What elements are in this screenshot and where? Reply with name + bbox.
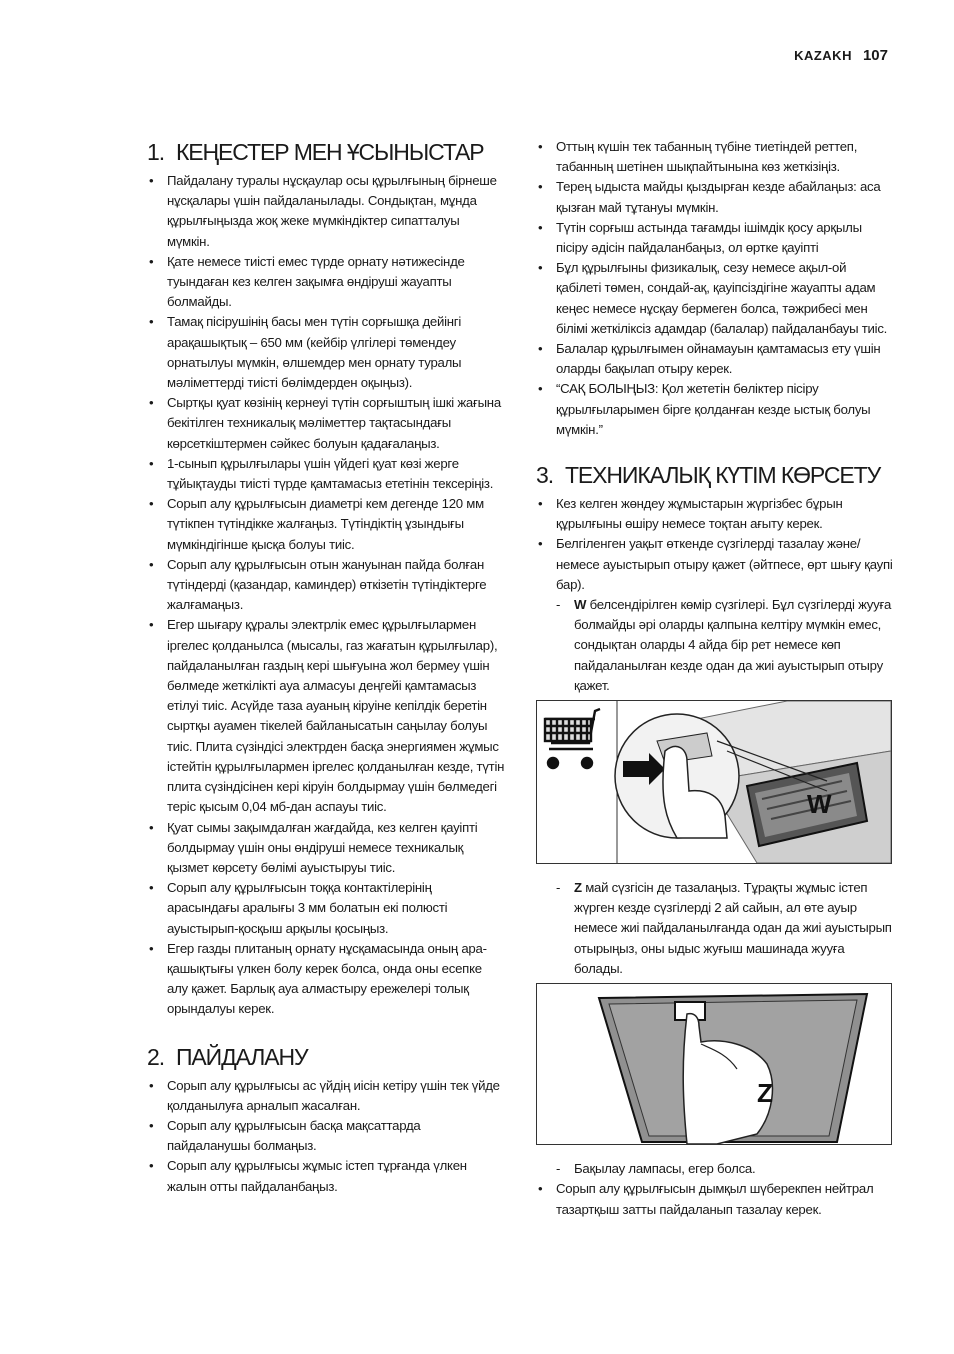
list-item: • Сорып алу құрылғысын басқа мақсаттарда пайдаланушы болмаңыз. xyxy=(147,1116,505,1156)
list-item: • Балалар құрылғымен ойнамауын қамтамасыз ету үшін оларды бақылап отыру керек. xyxy=(536,339,894,379)
list-item: • Қуат сымы зақымдалған жағдайда, кез келген қауіпті болдырмау үшін оны өндіруші немесе техникалық қызмет көрсету бөлімі ауыстыруы тиіс. xyxy=(147,818,505,879)
list-item: • Пайдалану туралы нұсқаулар осы құрылғының бірнеше нұсқалары үшін пайдаланылады. Сондықтан, мұнда құрылғыңызда жоқ жеке мүмкіндіктер сипатталуы мүмкін. xyxy=(147,171,505,252)
section-3-list-end xyxy=(536,1179,894,1219)
charcoal-filter-illustration xyxy=(536,700,892,864)
shopping-cart-icon xyxy=(545,709,600,768)
list-item: • Кез келген жөндеу жұмыстарын жүргізбес бұрын құрылғыны өшіру немесе тоқтан ағыту керек. xyxy=(536,494,894,534)
page-number: 107 xyxy=(862,47,888,64)
list-item: • Сорып алу құрылғысын тоққа контактілерінің арасындағы аралығы 3 мм болатын екі полюсті ауыстырып-қосқыш арқылы қосыңыз. xyxy=(147,878,505,939)
section-3-list xyxy=(536,494,894,696)
list-item: • Сыртқы қуат көзінің кернеуі түтін сорғыштың ішкі жағына бекітілген техникалық мәліметтер тақтасындағы көрсеткіштермен сәйкес болуын қадағалаңыз. xyxy=(147,393,505,454)
list-item: • Сорып алу құрылғысын дымқыл шүберекпен нейтрал тазартқыш затты пайдаланып тазалау керек. xyxy=(536,1179,894,1219)
filter-label-w: W xyxy=(807,789,832,820)
list-item: • Сорып алу құрылғысы ас үйдің иісін кетіру үшін тек үйде қолданылуға арналып жасалған. xyxy=(147,1076,505,1116)
sub-item-z: - Z май сүзгісін де тазалаңыз. Тұрақты жұмыс істеп жүрген кезде сүзгілерді 2 ай сайын, ал өте ауыр немесе жиі пайдаланылғанда одан да жиі ауыстырып отырыңыз, оны ыдыс жуғыш машинада жууға болады. xyxy=(536,878,894,979)
list-item: • Сорып алу құрылғысын отын жануынан пайда болған түтіндерді (қазандар, каминдер) өткізетін түтіндіктерге жалғамаңыз. xyxy=(147,555,505,616)
page-header xyxy=(794,47,888,64)
charcoal-filter-drawing xyxy=(537,701,891,863)
sub-item-lamp: - Бақылау лампасы, егер болса. xyxy=(536,1159,894,1179)
section-3-heading: 3. ТЕХНИКАЛЫҚ КҮТІМ КӨРСЕТУ xyxy=(536,462,881,489)
section-2-heading: 2. ПАЙДАЛАНУ xyxy=(147,1043,308,1070)
sub-list-w xyxy=(536,595,894,696)
list-item: • Сорып алу құрылғысын диаметрі кем дегенде 120 мм түтікпен түтіндікке жалғаңыз. Түтіндіктің ұзындығы мүмкіндігінше қысқа болуы тиіс. xyxy=(147,494,505,555)
list-item: • Тамақ пісірушінің басы мен түтін сорғышқа дейінгі арақашықтық – 650 мм (кейбір үлгілері төмендеу орнатылуы мүмкін, өлшемдер мен орнату туралы мәліметтерді тиісті бөлімдерден оқыңыз). xyxy=(147,312,505,393)
list-item: • Терең ыдыста майды қыздырған кезде абайлаңыз: аса қызған май тұтануы мүмкін. xyxy=(536,177,894,217)
section-1-list xyxy=(147,171,505,1020)
filter-label-z: Z xyxy=(757,1078,773,1109)
list-item: • Оттың күшін тек табанның түбіне тиетіндей реттеп, табанның шетінен шықпайтынына көз жеткізіңіз. xyxy=(536,137,894,177)
sub-list-z xyxy=(536,878,894,979)
grease-filter-illustration xyxy=(536,983,892,1145)
list-item: • Қате немесе тиісті емес түрде орнату нәтижесінде туындаған кез келген зақымға өндіруші жауапты болмайды. xyxy=(147,252,505,313)
list-item: • Бұл құрылғыны физикалық, сезу немесе ақыл-ой қабілеті төмен, сондай-ақ, қауіпсіздігіне жауапты адам кеңес немесе нұсқау бермеген болса, тәжрибесі мен білімі жеткіліксіз адамдар (балалар) пайдаланбауы тиіс. xyxy=(536,258,894,339)
section-2-list xyxy=(147,1076,505,1197)
left-column xyxy=(147,137,505,1197)
list-item: • “САҚ БОЛЫҢЫЗ: Қол жететін бөліктер пісіру құрылғыларымен бірге қолданған кезде ыстық болуы мүмкін.” xyxy=(536,379,894,440)
list-item: • Белгіленген уақыт өткенде сүзгілерді тазалау және/немесе ауыстырып отыру қажет (әйтпесе, өрт шығу қаупі бар). - W белсендірілген көмір сүзгілері. Бұл сүзгілерді жууға болмайды әрі оларды қалпына келтіру мүмкін емес, сондықтан оларды 4 айда бір рет немесе көп пайдаланылған кезде одан да жиі ауыстырып отыру қажет. xyxy=(536,534,894,696)
list-item: • Түтін сорғыш астында тағамды ішімдік қосу арқылы пісіру әдісін пайдаланбаңыз, ол өртке қауіпті xyxy=(536,218,894,258)
section-2-list-cont xyxy=(536,137,894,440)
list-item: • Сорып алу құрылғысы жұмыс істеп тұрғанда үлкен жалын отты пайдаланбаңыз. xyxy=(147,1156,505,1196)
grease-filter-drawing xyxy=(537,984,891,1144)
right-column xyxy=(536,137,894,1220)
language-label: KAZAKH xyxy=(794,48,852,63)
list-item: • Егер шығару құралы электрлік емес құрылғылармен іргелес қолданылса (мысалы, газ жағатын құрылғылар), пайдаланылған газдың кері шығуына жол бермеу үшін бөлмеде жеткілікті ауа алмасуы деңгейі қамтамасыз етілуі тиіс. Асүйде таза ауаның кіруіне кепілдік беретін сыртқы ауамен тікелей байланысатын саңылау болуы тиіс. Плита сүзіндісі электрден басқа энергиямен жұмыс істейтін құрылғылармен іргелес қолданылған кезде, түтін плита сүзіндісінен кері кіруін болдырмау үшін бөлмедегі теріс қысым 0,04 мб-дан аспауы тиіс. xyxy=(147,615,505,817)
list-item: • 1-сынып құрылғылары үшін үйдегі қуат көзі жерге тұйықтауды тиісті түрде қамтамасыз ететінін тексеріңіз. xyxy=(147,454,505,494)
sub-list-lamp xyxy=(536,1159,894,1179)
sub-item-w: - W белсендірілген көмір сүзгілері. Бұл сүзгілерді жууға болмайды әрі оларды қалпына келтіру мүмкін емес, сондықтан оларды 4 айда бір рет немесе көп пайдаланылған кезде одан да жиі ауыстырып отыру қажет. xyxy=(536,595,894,696)
list-item: • Егер газды плитаның орнату нұсқамасында оның ара-қашықтығы үлкен болу керек болса, онда оны есепке алу қажет. Барлық ауа алмастыру ережелері толық орындалуы керек. xyxy=(147,939,505,1020)
section-1-heading: 1. КЕҢЕСТЕР МЕН ҰСЫНЫСТАР xyxy=(147,139,484,165)
